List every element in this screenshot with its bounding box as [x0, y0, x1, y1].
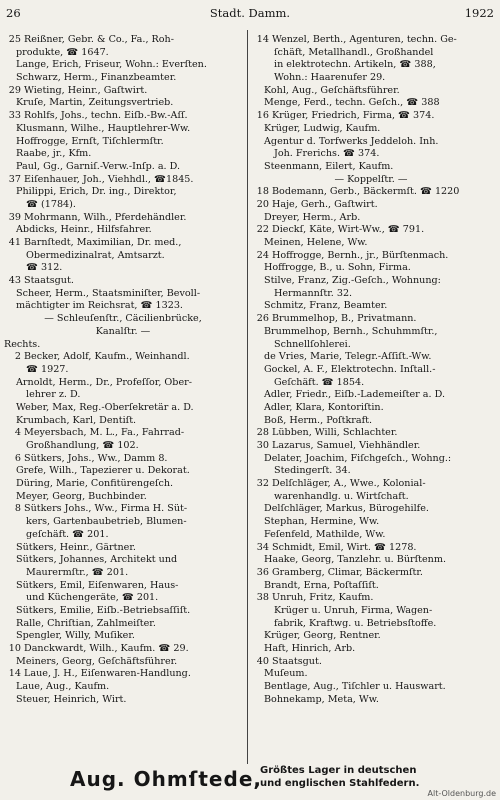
house-number: 43 [8, 275, 21, 287]
entry-text: Meiners, Georg, Geſchäftsführer. [16, 655, 178, 667]
entry-text: Menge, Ferd., techn. Geſch., ☎ 388 [264, 97, 440, 109]
entry-text: Delater, Joachim, Fiſchgeſch., Wohng.: [264, 452, 452, 464]
directory-line [4, 148, 242, 161]
entry-text: Hoffrogge, B., u. Sohn, Firma. [264, 262, 411, 274]
entry-text: Klusmann, Wilhe., Hauptlehrer-Ww. [16, 122, 191, 134]
directory-line [252, 288, 490, 301]
column-divider [247, 30, 248, 764]
entry-text: Hoffrogge, Ernſt, Tiſchlermſtr. [16, 135, 164, 147]
directory-line [4, 123, 242, 136]
entry-text: Steenmann, Eilert, Kaufm. [264, 160, 394, 172]
house-number: 2 [14, 351, 21, 363]
entry-text: Wieting, Heinr., Gaſtwirt. [24, 84, 148, 96]
entry-text: ☎ (1784). [26, 198, 76, 210]
house-number: 4 [14, 427, 21, 439]
entry-text: Sütkers, Johannes, Architekt und [16, 554, 178, 566]
entry-text: Adler, Klara, Kontoriſtin. [264, 401, 384, 413]
entry-text: Krumbach, Karl, Dentiſt. [16, 414, 137, 426]
directory-line [4, 262, 242, 275]
entry-text: Obermedizinalrat, Amtsarzt. [26, 249, 165, 261]
entry-text: Bodemann, Gerb., Bäckermſt. ☎ 1220 [272, 186, 460, 198]
entry-text: Feſenfeld, Mathilde, Ww. [264, 528, 386, 540]
directory-line [4, 529, 242, 542]
directory-line [252, 123, 490, 136]
entry-text: Spengler, Willy, Muſiker. [16, 630, 135, 642]
page-number: 26 [6, 6, 21, 20]
entry-text: Brandt, Erna, Poſtaſſiſt. [264, 579, 379, 591]
entry-text: Krüger u. Unruh, Firma, Wagen- [274, 604, 433, 616]
directory-line [4, 681, 242, 694]
entry-text: Becker, Adolf, Kaufm., Weinhandl. [24, 351, 190, 363]
entry-text: Sütkers, Johs., Ww., Damm 8. [24, 452, 168, 464]
directory-line [252, 237, 490, 250]
directory-line [252, 199, 490, 212]
directory-line [4, 313, 242, 326]
house-number: 14 [8, 668, 21, 680]
entry-text: mächtigter im Reichsrat, ☎ 1323. [16, 300, 183, 312]
entry-text: Dreyer, Herm., Arb. [264, 211, 361, 223]
entry-text: Laue, J. H., Eiſenwaren-Handlung. [24, 668, 191, 680]
directory-line [4, 161, 242, 174]
directory-line [252, 250, 490, 263]
house-number: 16 [256, 110, 269, 122]
directory-line [4, 592, 242, 605]
house-number: 6 [14, 452, 21, 464]
entry-text: Meyer, Georg, Buchbinder. [16, 490, 147, 502]
directory-line [4, 339, 242, 352]
directory-line [4, 59, 242, 72]
house-number: 30 [256, 440, 269, 451]
entry-text: Düring, Marie, Confitürengeſch. [16, 478, 174, 490]
directory-line [4, 34, 242, 47]
directory-line [252, 503, 490, 516]
directory-line [252, 136, 490, 149]
directory-line [4, 351, 242, 364]
entry-text: Grefe, Wilh., Tapezierer u. Dekorat. [16, 465, 190, 477]
directory-line [252, 389, 490, 402]
directory-line [4, 402, 242, 415]
directory-line [4, 389, 242, 402]
entry-text: Delſchläger, A., Wwe., Kolonial- [272, 478, 426, 490]
entry-text: Scheer, Herm., Staatsminiſter, Bevoll- [16, 287, 201, 299]
entry-text: Lazarus, Samuel, Viehhändler. [272, 440, 421, 451]
directory-line [252, 174, 490, 187]
advertisement [70, 763, 430, 795]
entry-text: Reißner, Gebr. & Co., Fa., Roh- [24, 34, 174, 45]
directory-line [4, 364, 242, 377]
year: 1922 [464, 6, 494, 20]
directory-line [252, 516, 490, 529]
directory-line [4, 85, 242, 98]
directory-line [252, 326, 490, 339]
directory-line [4, 224, 242, 237]
house-number: 26 [256, 313, 269, 325]
directory-line [4, 237, 242, 250]
entry-text: Schwarz, Herm., Finanzbeamter. [16, 72, 177, 84]
section-heading: — Koppelſtr. — [334, 173, 408, 185]
entry-text: warenhandlg. u. Wirtſchaft. [274, 490, 409, 502]
directory-line [4, 668, 242, 681]
entry-text: Weber, Max, Reg.-Oberſekretär a. D. [16, 401, 194, 413]
directory-line [252, 465, 490, 478]
directory-line [252, 529, 490, 542]
directory-line [252, 427, 490, 440]
directory-line [4, 212, 242, 225]
directory-line [252, 402, 490, 415]
section-heading: — Schleuſenſtr., Cäcilienbrücke, [44, 313, 202, 325]
directory-line [4, 542, 242, 555]
entry-text: lehrer z. D. [26, 389, 81, 401]
entry-text: Mohrmann, Wilh., Pferdehändler. [24, 211, 187, 223]
entry-text: Brummelhop, B., Privatmann. [272, 313, 417, 325]
entry-text: Arnoldt, Herm., Dr., Profeſſor, Ober- [16, 376, 192, 388]
entry-text: Sütkers, Heinr., Gärtner. [16, 541, 136, 553]
directory-line [4, 503, 242, 516]
entry-text: Joh. Frerichs. ☎ 374. [274, 148, 380, 160]
entry-text: ☎ 1927. [26, 363, 69, 375]
entry-text: Delſchläger, Markus, Bürogehilfe. [264, 503, 429, 515]
directory-line [4, 415, 242, 428]
entry-text: Kohl, Aug., Geſchäftsführer. [264, 84, 400, 96]
directory-line [4, 72, 242, 85]
entry-text: Abdicks, Heinr., Hilfsfahrer. [16, 224, 152, 236]
entry-text: Philippi, Erich, Dr. ing., Direktor, [16, 186, 177, 198]
house-number: 8 [14, 503, 21, 515]
entry-text: ſchäft, Metallhandl., Großhandel [274, 46, 434, 58]
house-number: 32 [256, 478, 269, 490]
page-header [6, 6, 494, 20]
entry-text: Großhandlung, ☎ 102. [26, 440, 139, 451]
entry-text: Staatsgut. [272, 655, 322, 667]
entry-text: ☎ 312. [26, 262, 63, 274]
directory-line [4, 465, 242, 478]
entry-text: Schmidt, Emil, Wirt. ☎ 1278. [272, 541, 417, 553]
directory-line [4, 605, 242, 618]
entry-text: und Küchengeräte, ☎ 201. [26, 592, 159, 604]
entry-text: Sütkers, Emilie, Eiſb.-Betriebsaſſiſt. [16, 604, 191, 616]
house-number: 24 [256, 249, 269, 261]
directory-line [4, 275, 242, 288]
directory-line [252, 59, 490, 72]
directory-line [4, 630, 242, 643]
directory-line [4, 478, 242, 491]
directory-line [252, 580, 490, 593]
directory-line [4, 567, 242, 580]
entry-text: Wenzel, Berth., Agenturen, techn. Ge- [272, 34, 457, 45]
directory-line [4, 174, 242, 187]
entry-text: Danckwardt, Wilh., Kaufm. ☎ 29. [24, 643, 189, 654]
entry-text: produkte, ☎ 1647. [16, 46, 109, 58]
entry-text: Gockel, A. F., Elektrotechn. Inſtall.- [264, 363, 436, 375]
house-number: 40 [256, 655, 269, 667]
entry-text: Wohn.: Haarenufer 29. [274, 72, 386, 84]
directory-line [252, 542, 490, 555]
directory-line [252, 47, 490, 60]
directory-line [4, 491, 242, 504]
directory-line [252, 605, 490, 618]
directory-line [4, 136, 242, 149]
entry-text: Haje, Gerh., Gaſtwirt. [272, 198, 378, 210]
house-number: 10 [8, 643, 21, 654]
directory-line [4, 97, 242, 110]
directory-line [252, 275, 490, 288]
directory-line [252, 694, 490, 707]
entry-text: in elektrotechn. Artikeln, ☎ 388, [274, 59, 436, 71]
directory-line [252, 491, 490, 504]
directory-line [252, 554, 490, 567]
directory-line [252, 567, 490, 580]
house-number: 41 [8, 237, 21, 248]
entry-text: kers, Gartenbaubetrieb, Blumen- [26, 516, 187, 528]
directory-line [4, 554, 242, 567]
directory-line [252, 351, 490, 364]
house-number: 29 [8, 84, 21, 96]
entry-text: Hoffrogge, Bernh., jr., Bürſtenmach. [272, 249, 449, 261]
entry-text: Meinen, Helene, Ww. [264, 237, 368, 248]
directory-line [4, 656, 242, 669]
directory-line [252, 97, 490, 110]
entry-text: geſchäft. ☎ 201. [26, 528, 109, 540]
ad-line-1: Größtes Lager in deutschen [260, 765, 417, 776]
directory-line [252, 300, 490, 313]
left-column [4, 34, 242, 706]
directory-line [4, 326, 242, 339]
entry-text: Schnellſohlerei. [274, 338, 351, 350]
directory-line [4, 300, 242, 313]
entry-text: Eiſenhauer, Joh., Viehhdl., ☎1845. [24, 173, 194, 185]
entry-text: Paul, Gg., Garniſ.-Verw.-Inſp. a. D. [16, 160, 181, 172]
directory-line [4, 199, 242, 212]
house-number: 25 [8, 34, 21, 45]
house-number: 22 [256, 224, 269, 236]
entry-text: Krüger, Friedrich, Firma, ☎ 374. [272, 110, 435, 122]
directory-line [252, 148, 490, 161]
watermark: Alt-Oldenburg.de [427, 789, 496, 798]
entry-text: Lange, Erich, Friseur, Wohn.: Everſten. [16, 59, 207, 71]
directory-line [4, 250, 242, 263]
directory-line [252, 364, 490, 377]
house-number: 14 [256, 34, 269, 45]
directory-line [252, 34, 490, 47]
directory-line [4, 377, 242, 390]
entry-text: Unruh, Fritz, Kaufm. [272, 592, 374, 604]
directory-line [252, 110, 490, 123]
entry-text: Hermannſtr. 32. [274, 287, 353, 299]
street-heading: Stadt. Damm. [209, 6, 291, 20]
directory-line [252, 72, 490, 85]
directory-line [252, 313, 490, 326]
entry-text: Raabe, jr., Kfm. [16, 148, 92, 160]
entry-text: fabrik, Kraftwg. u. Betriebsſtoffe. [274, 617, 437, 629]
house-number: 18 [256, 186, 269, 198]
entry-text: Sütkers Johs., Ww., Firma H. Süt- [24, 503, 188, 515]
directory-line [252, 161, 490, 174]
entry-text: Schmitz, Franz, Beamter. [264, 300, 388, 312]
directory-line [252, 668, 490, 681]
entry-text: Meyersbach, M. L., Fa., Fahrrad- [24, 427, 185, 439]
entry-text: Sütkers, Emil, Eiſenwaren, Haus- [16, 579, 179, 591]
entry-text: Stilve, Franz, Zig.-Geſch., Wohnung: [264, 275, 441, 287]
directory-line [252, 440, 490, 453]
directory-line [252, 618, 490, 631]
directory-line [252, 262, 490, 275]
directory-line [4, 643, 242, 656]
entry-text: Boß, Herm., Poſtkraft. [264, 414, 373, 426]
directory-line [252, 415, 490, 428]
directory-line [4, 440, 242, 453]
entry-text: Barnſtedt, Maximilian, Dr. med., [24, 237, 182, 248]
directory-line [252, 656, 490, 669]
directory-line [252, 339, 490, 352]
entry-text: Rechts. [4, 338, 41, 350]
entry-text: Steuer, Heinrich, Wirt. [16, 693, 127, 705]
entry-text: Geſchäft. ☎ 1854. [274, 376, 365, 388]
entry-text: Agentur d. Torfwerks Jeddeloh. Inh. [264, 135, 439, 147]
ad-line-2: und englischen Stahlfedern. [260, 778, 420, 789]
house-number: 36 [256, 566, 269, 578]
directory-line [252, 85, 490, 98]
directory-line [4, 453, 242, 466]
entry-text: Dieckſ, Käte, Wirt-Ww., ☎ 791. [272, 224, 425, 236]
house-number: 33 [8, 110, 21, 122]
house-number: 39 [8, 211, 21, 223]
house-number: 28 [256, 427, 269, 439]
entry-text: Stedingerſt. 34. [274, 465, 351, 477]
directory-line [4, 580, 242, 593]
entry-text: Gramberg, Climar, Bäckermſtr. [272, 566, 423, 578]
entry-text: Rohlfs, Johs., techn. Eiſb.-Bw.-Aſſ. [24, 110, 188, 122]
directory-line [252, 212, 490, 225]
directory-line [4, 516, 242, 529]
entry-text: Muſeum. [264, 668, 308, 680]
directory-line [252, 377, 490, 390]
directory-line [252, 478, 490, 491]
house-number: 20 [256, 198, 269, 210]
directory-line [252, 681, 490, 694]
directory-line [4, 694, 242, 707]
house-number: 38 [256, 592, 269, 604]
entry-text: Bentlage, Aug., Tiſchler u. Hauswart. [264, 681, 446, 693]
entry-text: Maurermſtr., ☎ 201. [26, 566, 129, 578]
right-column [252, 34, 490, 706]
directory-line [4, 47, 242, 60]
directory-line [252, 592, 490, 605]
directory-line [252, 224, 490, 237]
entry-text: Ralle, Chriſtian, Zahlmeiſter. [16, 617, 156, 629]
section-heading: Kanalſtr. — [95, 325, 151, 337]
house-number: 37 [8, 173, 21, 185]
directory-line [4, 110, 242, 123]
entry-text: Krüger, Ludwig, Kaufm. [264, 122, 381, 134]
directory-line [252, 186, 490, 199]
directory-line [4, 427, 242, 440]
directory-line [4, 186, 242, 199]
entry-text: Kruſe, Martin, Zeitungsvertrieb. [16, 97, 174, 109]
ad-brand: Aug. Ohmſtede, [70, 767, 262, 791]
directory-line [4, 618, 242, 631]
entry-text: Staatsgut. [24, 275, 74, 287]
directory-line [4, 288, 242, 301]
entry-text: Haake, Georg, Tanzlehr. u. Bürſtenm. [264, 554, 447, 566]
entry-text: de Vries, Marie, Telegr.-Aſſiſt.-Ww. [264, 351, 432, 363]
entry-text: Bohnekamp, Meta, Ww. [264, 693, 379, 705]
entry-text: Stephan, Hermine, Ww. [264, 516, 380, 528]
directory-line [252, 643, 490, 656]
entry-text: Brummelhop, Bernh., Schuhmmſtr., [264, 325, 438, 337]
directory-line [252, 630, 490, 643]
house-number: 34 [256, 541, 269, 553]
entry-text: Laue, Aug., Kaufm. [16, 681, 110, 693]
directory-line [252, 453, 490, 466]
entry-text: Krüger, Georg, Rentner. [264, 630, 381, 642]
entry-text: Haft, Hinrich, Arb. [264, 643, 356, 654]
entry-text: Adler, Friedr., Eiſb.-Lademeiſter a. D. [264, 389, 446, 401]
entry-text: Lübben, Willi, Schlachter. [272, 427, 398, 439]
